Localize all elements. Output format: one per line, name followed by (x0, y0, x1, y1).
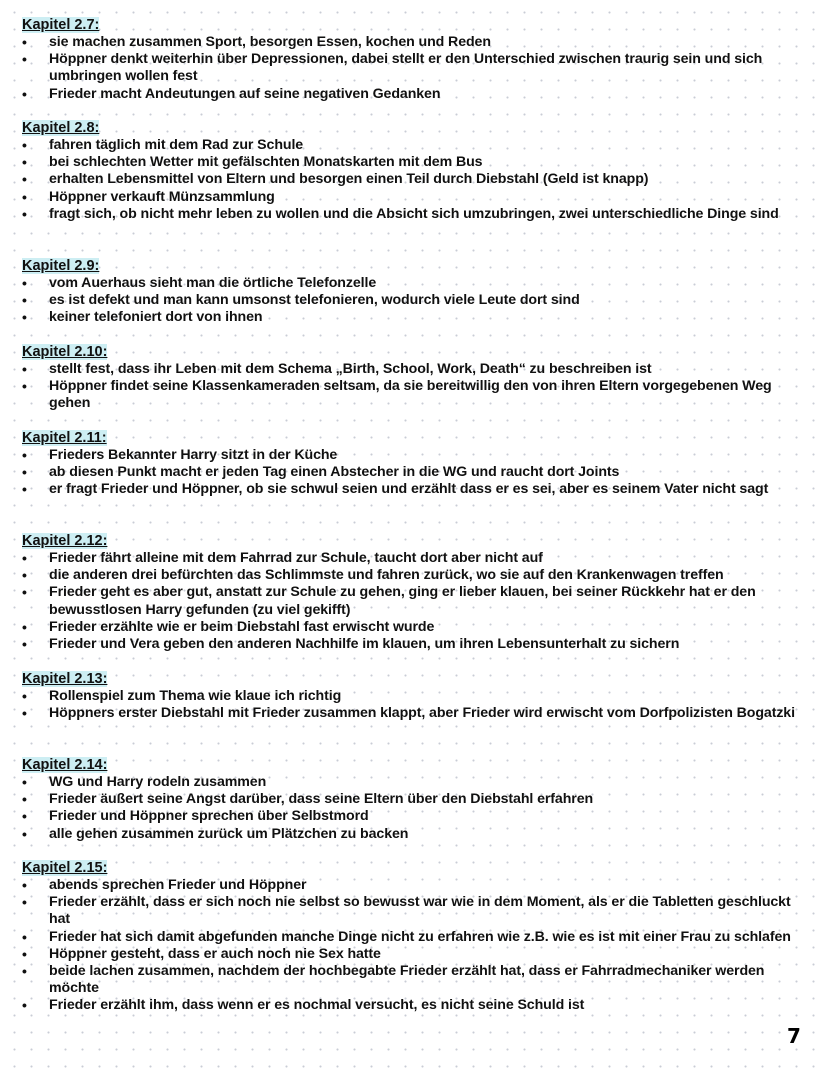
list-item: • Höppner verkauft Münzsammlung (22, 189, 802, 206)
heading-highlight: Kapitel 2.8: (22, 120, 100, 136)
list-item: • Frieders Bekannter Harry sitzt in der Küche (22, 447, 802, 464)
section-heading (22, 757, 109, 774)
bullet-list (22, 774, 802, 843)
heading-highlight: Kapitel 2.14: (22, 757, 108, 773)
heading-highlight: Kapitel 2.7: (22, 17, 100, 33)
section-kapitel-2-8 (22, 119, 802, 223)
list-item: • ab diesen Punkt macht er jeden Tag einen Abstecher in die WG und raucht dort Joints (22, 464, 802, 481)
list-item: • alle gehen zusammen zurück um Plätzchen zu backen (22, 826, 802, 843)
list-item: • keiner telefoniert dort von ihnen (22, 309, 802, 326)
section-heading (22, 258, 101, 275)
list-item: • es ist defekt und man kann umsonst telefonieren, wodurch viele Leute dort sind (22, 292, 802, 309)
list-item: • Frieder macht Andeutungen auf seine negativen Gedanken (22, 86, 802, 103)
section-kapitel-2-11 (22, 429, 802, 499)
list-item: • Frieder hat sich damit abgefunden manche Dinge nicht zu erfahren wie z.B. wie es ist mit einer Frau zu schlafen (22, 929, 802, 946)
list-item: • erhalten Lebensmittel von Eltern und besorgen einen Teil durch Diebstahl (Geld ist knapp) (22, 171, 802, 188)
section-heading (22, 430, 109, 447)
heading-highlight: Kapitel 2.9: (22, 258, 100, 274)
list-item: • Frieder erzählte wie er beim Diebstahl fast erwischt wurde (22, 619, 802, 636)
heading-highlight: Kapitel 2.10: (22, 344, 108, 360)
list-item: • die anderen drei befürchten das Schlimmste und fahren zurück, wo sie auf den Krankenwagen treffen (22, 567, 802, 584)
section-kapitel-2-9 (22, 257, 802, 327)
list-item: • Frieder geht es aber gut, anstatt zur Schule zu gehen, ging er lieber klauen, bei seiner Rückkehr hat er den bewusstlosen Harry gefunden (zu viel gekifft) (22, 584, 802, 618)
section-kapitel-2-14 (22, 756, 802, 843)
list-item: • beide lachen zusammen, nachdem der hochbegabte Frieder erzählt hat, dass er Fahrradmechaniker werden möchte (22, 963, 802, 997)
section-kapitel-2-7 (22, 16, 802, 103)
list-item: • Höppner findet seine Klassenkameraden seltsam, da sie bereitwillig den von ihren Eltern vorgegebenen Weg gehen (22, 378, 802, 412)
list-item: • bei schlechten Wetter mit gefälschten Monatskarten mit dem Bus (22, 154, 802, 171)
section-heading (22, 533, 109, 550)
heading-highlight: Kapitel 2.12: (22, 533, 108, 549)
list-item: • Höppner gesteht, dass er auch noch nie Sex hatte (22, 946, 802, 963)
list-item: • stellt fest, dass ihr Leben mit dem Schema „Birth, School, Work, Death“ zu beschreiben ist (22, 361, 802, 378)
section-heading (22, 120, 101, 137)
section-kapitel-2-13 (22, 670, 802, 722)
bullet-list (22, 447, 802, 499)
list-item: • WG und Harry rodeln zusammen (22, 774, 802, 791)
bullet-list (22, 688, 802, 722)
list-item: • Rollenspiel zum Thema wie klaue ich richtig (22, 688, 802, 705)
list-item: • fahren täglich mit dem Rad zur Schule (22, 137, 802, 154)
section-heading (22, 671, 109, 688)
bullet-list (22, 361, 802, 413)
heading-highlight: Kapitel 2.15: (22, 860, 108, 876)
list-item: • vom Auerhaus sieht man die örtliche Telefonzelle (22, 275, 802, 292)
list-item: • sie machen zusammen Sport, besorgen Essen, kochen und Reden (22, 34, 802, 51)
list-item: • Frieder erzählt, dass er sich noch nie selbst so bewusst war wie in dem Moment, als er die Tabletten geschluckt hat (22, 894, 802, 928)
section-kapitel-2-10 (22, 343, 802, 413)
bullet-list (22, 550, 802, 653)
list-item: • Frieder und Vera geben den anderen Nachhilfe im klauen, um ihren Lebensunterhalt zu sichern (22, 636, 802, 653)
page-number: 7 (787, 1024, 801, 1048)
section-heading (22, 17, 101, 34)
list-item: • Frieder erzählt ihm, dass wenn er es nochmal versucht, es nicht seine Schuld ist (22, 997, 802, 1014)
list-item: • Frieder und Höppner sprechen über Selbstmord (22, 808, 802, 825)
heading-highlight: Kapitel 2.11: (22, 430, 107, 446)
list-item: • er fragt Frieder und Höppner, ob sie schwul seien und erzählt dass er es sei, aber es seinem Vater nicht sagt (22, 481, 802, 498)
list-item: • Frieder äußert seine Angst darüber, dass seine Eltern über den Diebstahl erfahren (22, 791, 802, 808)
bullet-list (22, 34, 802, 103)
section-kapitel-2-15 (22, 859, 802, 1015)
heading-highlight: Kapitel 2.13: (22, 671, 108, 687)
section-heading (22, 344, 109, 361)
section-kapitel-2-12 (22, 532, 802, 653)
section-heading (22, 860, 109, 877)
bullet-list (22, 877, 802, 1015)
list-item: • fragt sich, ob nicht mehr leben zu wollen und die Absicht sich umzubringen, zwei unterschiedliche Dinge sind (22, 206, 802, 223)
bullet-list (22, 275, 802, 327)
list-item: • Höppners erster Diebstahl mit Frieder zusammen klappt, aber Frieder wird erwischt vom Dorfpolizisten Bogatzki (22, 705, 802, 722)
list-item: • Frieder fährt alleine mit dem Fahrrad zur Schule, taucht dort aber nicht auf (22, 550, 802, 567)
list-item: • abends sprechen Frieder und Höppner (22, 877, 802, 894)
list-item: • Höppner denkt weiterhin über Depressionen, dabei stellt er den Unterschied zwischen traurig sein und sich umbringen wollen fest (22, 51, 802, 85)
bullet-list (22, 137, 802, 223)
